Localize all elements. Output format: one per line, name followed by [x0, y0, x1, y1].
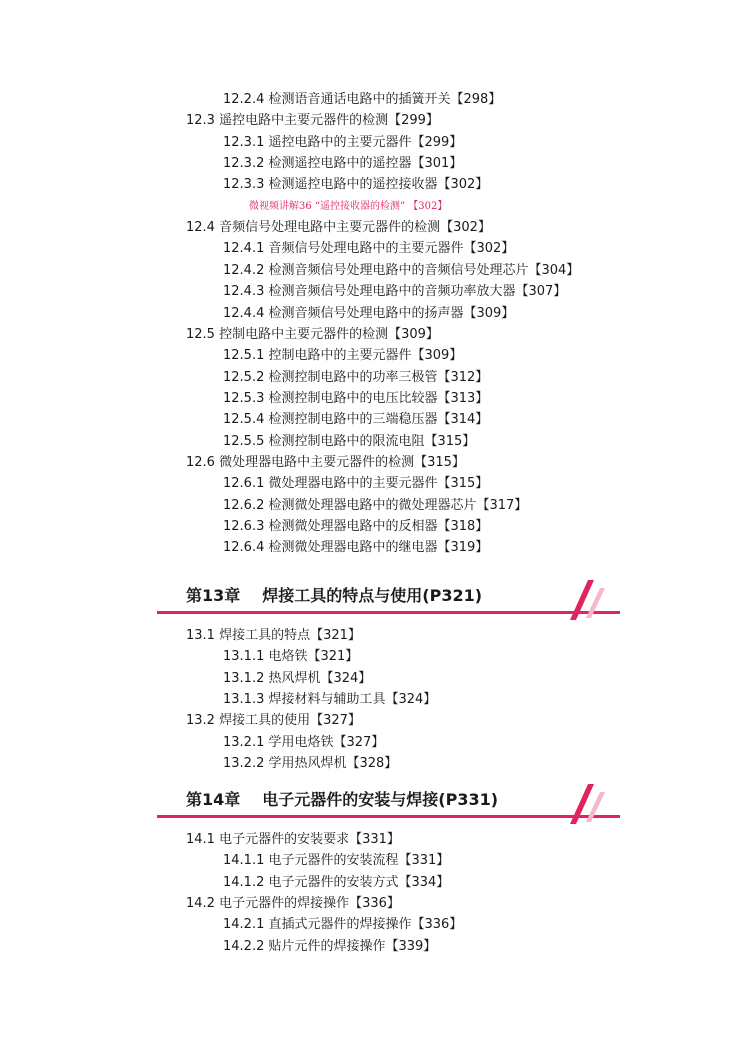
- video-lecture-note[interactable]: 微视频讲解36 “遥控接收器的检测” 【302】: [249, 200, 448, 212]
- toc-subsection-entry[interactable]: 12.5.1 控制电路中的主要元器件【309】: [223, 348, 463, 364]
- chapter-slash-ornament: [566, 784, 610, 824]
- toc-subsection-entry[interactable]: 13.2.2 学用热风焊机【328】: [223, 756, 398, 772]
- chapter-title: 电子元器件的安装与焊接(P331): [262, 790, 499, 809]
- toc-subsection-entry[interactable]: 12.4.2 检测音频信号处理电路中的音频信号处理芯片【304】: [223, 262, 580, 278]
- toc-subsection-entry[interactable]: 12.6.1 微处理器电路中的主要元器件【315】: [223, 476, 489, 492]
- toc-section-entry[interactable]: 12.6 微处理器电路中主要元器件的检测【315】: [186, 454, 465, 470]
- toc-subsection-entry[interactable]: 13.1.2 热风焊机【324】: [223, 670, 372, 686]
- chapter-slash-ornament: [566, 580, 610, 620]
- chapter-number: 第14章: [186, 790, 241, 809]
- chapter-divider: [157, 815, 620, 818]
- toc-subsection-entry[interactable]: 12.3.2 检测遥控电路中的遥控器【301】: [223, 156, 463, 172]
- toc-section-entry[interactable]: 12.5 控制电路中主要元器件的检测【309】: [186, 326, 439, 342]
- toc-section-entry[interactable]: 14.1 电子元器件的安装要求【331】: [186, 832, 400, 847]
- toc-section-entry[interactable]: 14.2 电子元器件的焊接操作【336】: [186, 896, 400, 912]
- light-slash: [586, 792, 605, 822]
- toc-subsection-entry[interactable]: 14.1.1 电子元器件的安装流程【331】: [223, 853, 450, 869]
- chapter-divider: [157, 611, 620, 614]
- chapter-number: 第13章: [186, 586, 241, 605]
- chapter-heading[interactable]: [186, 790, 498, 810]
- toc-subsection-entry[interactable]: 12.5.4 检测控制电路中的三端稳压器【314】: [223, 412, 489, 428]
- toc-subsection-entry[interactable]: 12.2.4 检测语音通话电路中的插簧开关【298】: [223, 92, 502, 107]
- toc-subsection-entry[interactable]: 12.5.3 检测控制电路中的电压比较器【313】: [223, 390, 489, 406]
- toc-subsection-entry[interactable]: 12.3.3 检测遥控电路中的遥控接收器【302】: [223, 177, 489, 193]
- toc-subsection-entry[interactable]: 12.5.2 检测控制电路中的功率三极管【312】: [223, 369, 489, 385]
- toc-subsection-entry[interactable]: 13.1.1 电烙铁【321】: [223, 649, 359, 665]
- toc-section-entry[interactable]: 13.2 焊接工具的使用【327】: [186, 713, 361, 729]
- toc-section-entry[interactable]: 12.4 音频信号处理电路中主要元器件的检测【302】: [186, 220, 491, 236]
- light-slash: [586, 588, 605, 618]
- toc-subsection-entry[interactable]: 14.2.2 贴片元件的焊接操作【339】: [223, 938, 437, 954]
- toc-subsection-entry[interactable]: 12.3.1 遥控电路中的主要元器件【299】: [223, 134, 463, 150]
- toc-subsection-entry[interactable]: 12.4.4 检测音频信号处理电路中的扬声器【309】: [223, 305, 515, 321]
- toc-subsection-entry[interactable]: 13.1.3 焊接材料与辅助工具【324】: [223, 692, 437, 708]
- toc-subsection-entry[interactable]: 13.2.1 学用电烙铁【327】: [223, 734, 385, 750]
- chapter-heading[interactable]: [186, 586, 482, 606]
- toc-subsection-entry[interactable]: 14.2.1 直插式元器件的焊接操作【336】: [223, 917, 463, 933]
- toc-subsection-entry[interactable]: 14.1.2 电子元器件的安装方式【334】: [223, 874, 450, 890]
- toc-subsection-entry[interactable]: 12.4.1 音频信号处理电路中的主要元器件【302】: [223, 241, 515, 257]
- toc-subsection-entry[interactable]: 12.5.5 检测控制电路中的限流电阻【315】: [223, 433, 476, 449]
- toc-subsection-entry[interactable]: 12.6.2 检测微处理器电路中的微处理器芯片【317】: [223, 497, 528, 513]
- toc-subsection-entry[interactable]: 12.6.3 检测微处理器电路中的反相器【318】: [223, 519, 489, 534]
- toc-section-entry[interactable]: 13.1 焊接工具的特点【321】: [186, 628, 361, 643]
- chapter-title: 焊接工具的特点与使用(P321): [262, 586, 483, 605]
- toc-subsection-entry[interactable]: 12.6.4 检测微处理器电路中的继电器【319】: [223, 540, 489, 556]
- toc-subsection-entry[interactable]: 12.4.3 检测音频信号处理电路中的音频功率放大器【307】: [223, 284, 567, 300]
- toc-section-entry[interactable]: 12.3 遥控电路中主要元器件的检测【299】: [186, 113, 439, 129]
